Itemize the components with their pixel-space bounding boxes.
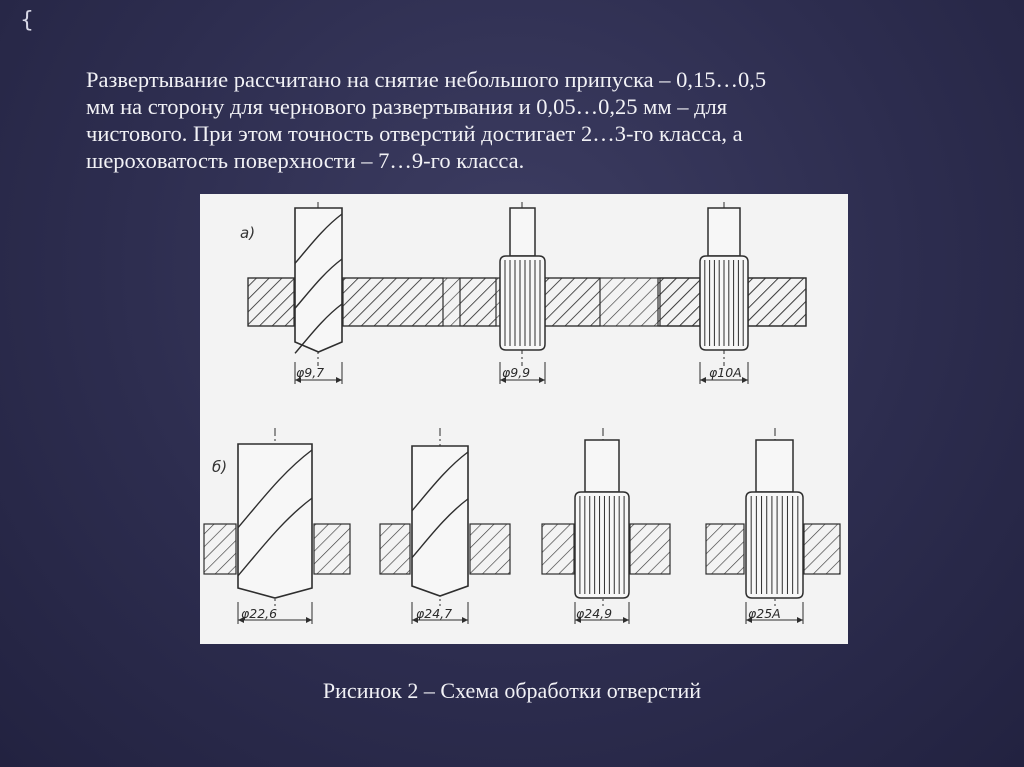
hole-machining-figure [200, 194, 848, 644]
workpiece-left-section [248, 278, 294, 326]
workpiece-right-section [545, 278, 600, 326]
workpiece-left-section [380, 524, 410, 574]
hole-machining-drawing [200, 194, 848, 644]
drill-body [238, 444, 312, 598]
reamer-shank [510, 208, 535, 256]
dimension-label: φ22,6 [241, 606, 278, 621]
figure-caption: Рисинок 2 – Схема обработки отверстий [322, 678, 702, 703]
dimension-label: φ9,7 [296, 365, 325, 380]
workpiece-right-section [470, 524, 510, 574]
body-line: чистового. При этом точность отверстий достигает 2…3-го класса, а [86, 121, 743, 146]
workpiece-left-section [460, 278, 500, 326]
reamer-shank [708, 208, 740, 256]
reamer-cutting-part [575, 492, 629, 598]
workpiece-right-section [314, 524, 350, 574]
reamer-shank [585, 440, 619, 492]
row-a-label: а) [240, 224, 256, 242]
workpiece-left-section [542, 524, 574, 574]
reamer-shank [756, 440, 793, 492]
workpiece-right-section [343, 278, 443, 326]
reamer-cutting-part [746, 492, 803, 598]
dimension-label: φ24,7 [416, 606, 453, 621]
workpiece-right-section [748, 278, 806, 326]
workpiece-right-section [804, 524, 840, 574]
body-line: мм на сторону для чернового развертывания и 0,05…0,25 мм – для [86, 94, 728, 119]
dimension-label: φ9,9 [502, 365, 531, 380]
slide-body-text [86, 66, 946, 174]
reamer-cutting-part [500, 256, 545, 350]
workpiece-left-section [204, 524, 236, 574]
dimension-label: φ25А [748, 606, 781, 621]
body-line: шероховатость поверхности – 7…9-го класса. [86, 148, 525, 173]
dimension-label: φ24,9 [576, 606, 613, 621]
body-line: Развертывание рассчитано на снятие небольшого припуска – 0,15…0,5 [86, 67, 767, 92]
workpiece-right-section [630, 524, 670, 574]
drill-body [412, 446, 468, 596]
row-b-label: б) [212, 458, 228, 476]
dimension-label: φ10А [709, 365, 742, 380]
workpiece-left-section [706, 524, 744, 574]
slide-corner-mark: { [20, 8, 34, 33]
workpiece-left-section [660, 278, 700, 326]
